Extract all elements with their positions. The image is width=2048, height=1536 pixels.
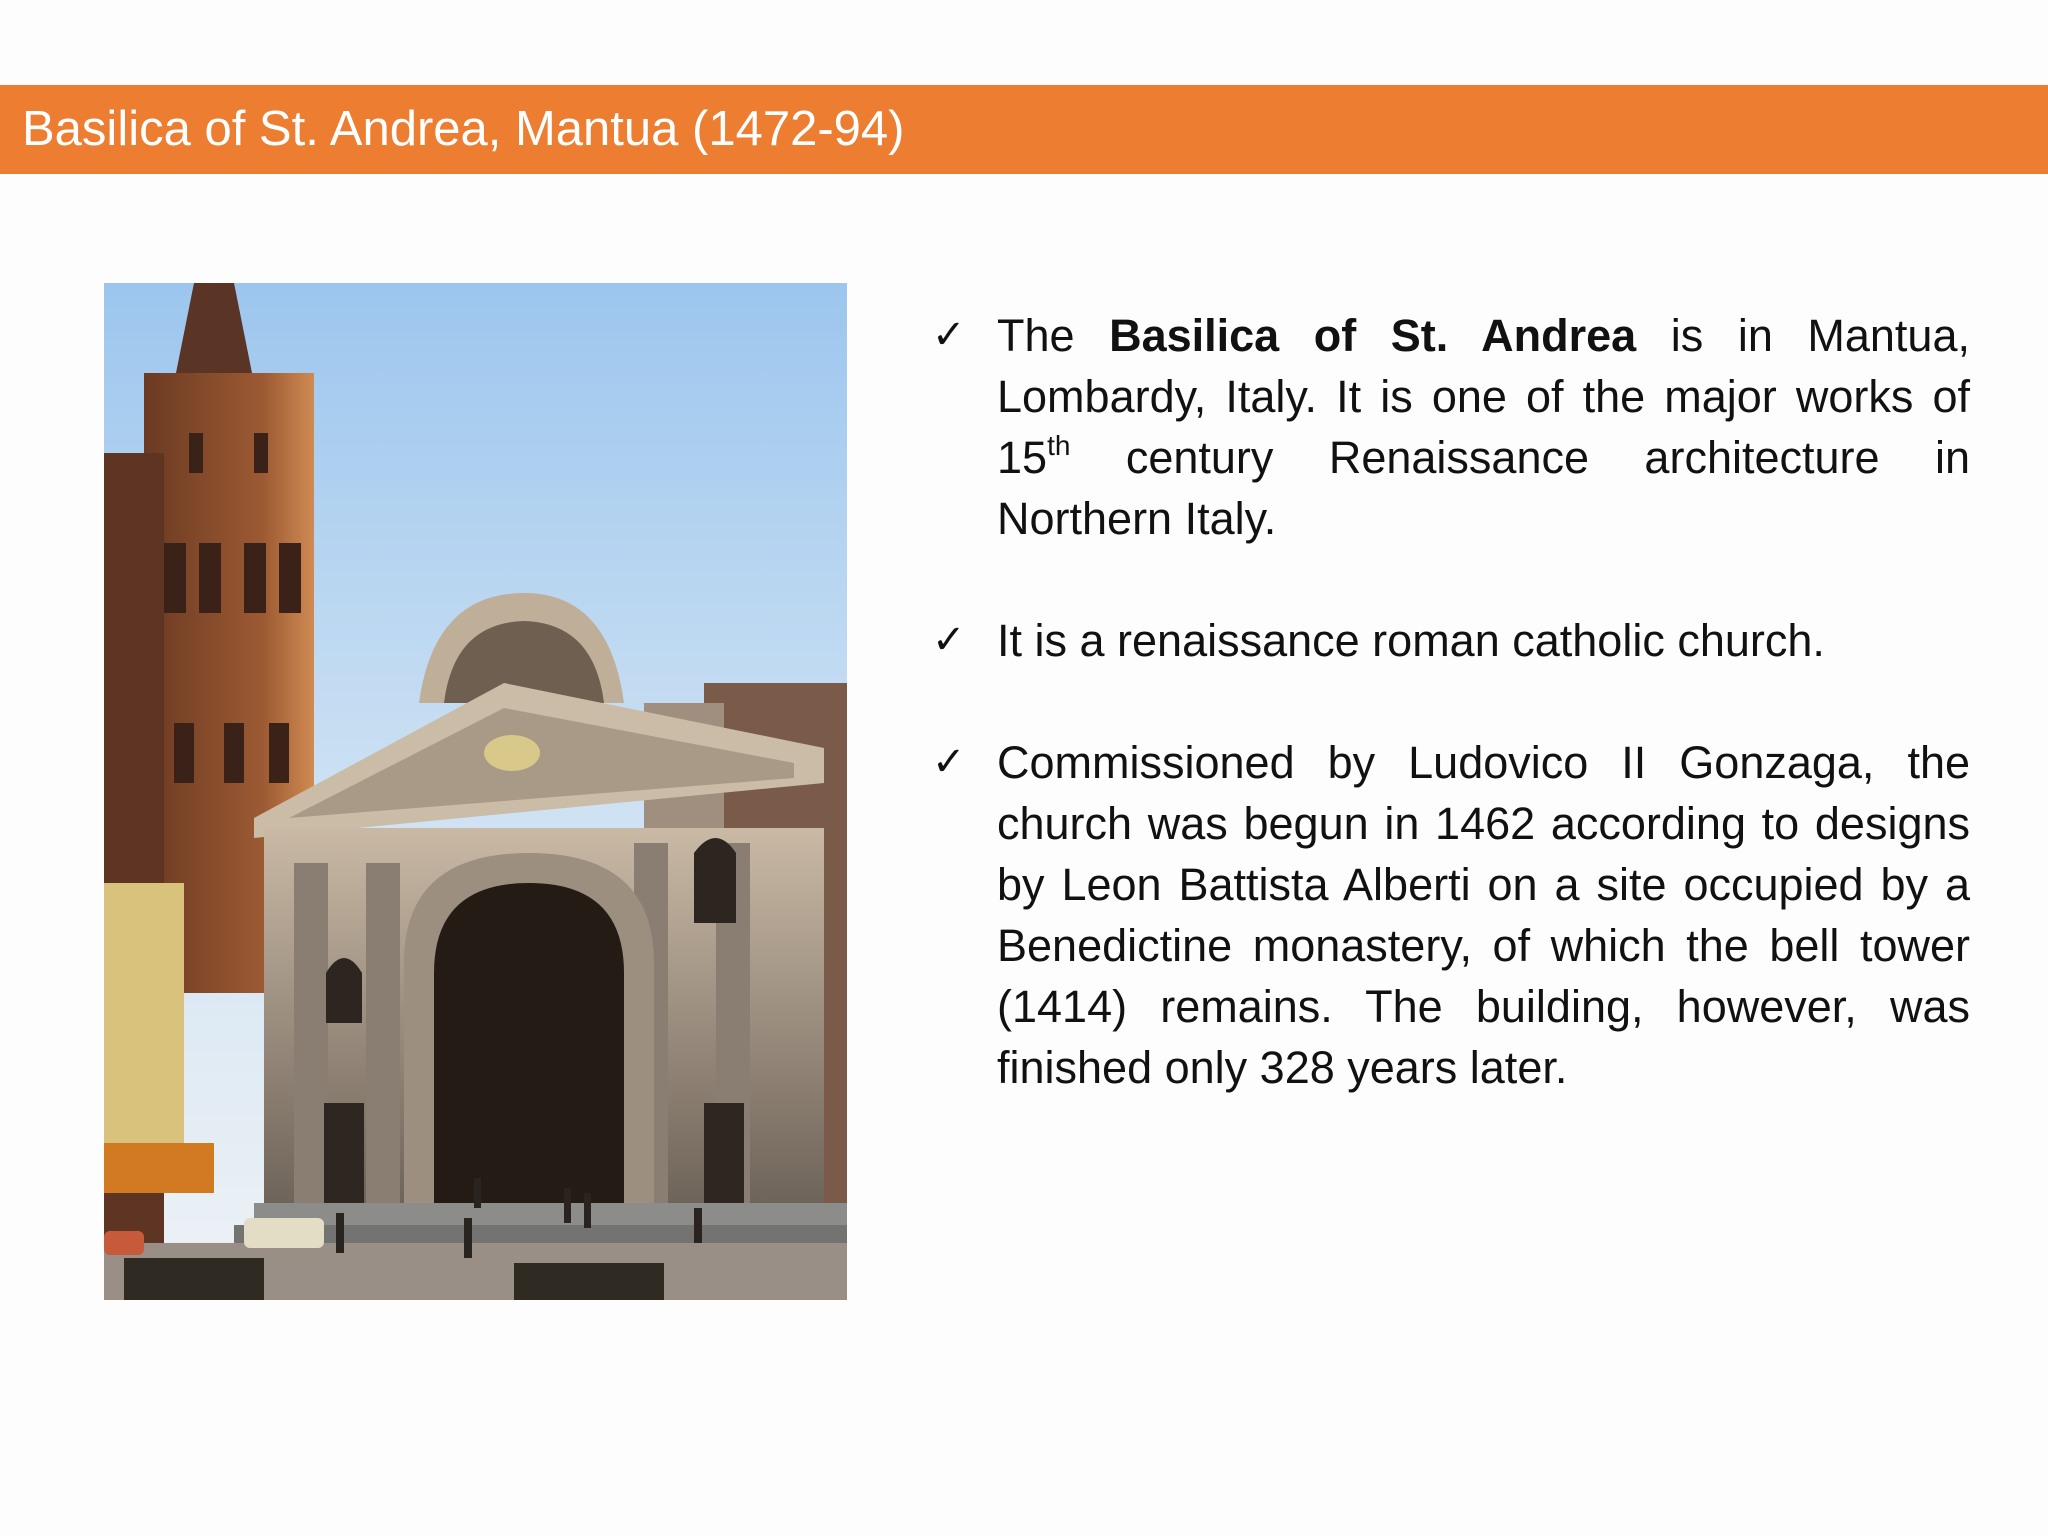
- bullet-list: [928, 305, 1970, 1098]
- bullet-1-sup: th: [1047, 430, 1071, 461]
- title-bar: [0, 85, 2048, 174]
- bullet-church-type: [928, 610, 1970, 671]
- bullet-2-text: It is a renaissance roman catholic church.: [997, 615, 1825, 666]
- basilica-facade-photo: [104, 283, 847, 1300]
- bullet-3-text: Commissioned by Ludovico II Gonzaga, the church was begun in 1462 according to designs by Leon Battista Alberti on a site occupied by a Benedictine monastery, of which the bell tower (1414) remains. The building, however, was finished only 328 years later.: [997, 737, 1970, 1093]
- check-icon: ✓: [932, 617, 966, 663]
- bullet-1-mid: is in Mantua, Lombardy, Italy. It is one of the major works of 15: [997, 310, 1970, 483]
- bullet-1-post: century Renaissance architecture in Northern Italy.: [997, 432, 1970, 544]
- check-icon: ✓: [932, 739, 966, 785]
- bullet-1-pre: The: [997, 310, 1110, 361]
- bullet-location: [928, 305, 1970, 549]
- bullet-commission: [928, 732, 1970, 1098]
- basilica-photo: [104, 283, 847, 1300]
- check-icon: ✓: [932, 312, 966, 358]
- bullet-1-bold: Basilica of St. Andrea: [1109, 310, 1637, 361]
- slide-title: Basilica of St. Andrea, Mantua (1472-94): [22, 102, 905, 156]
